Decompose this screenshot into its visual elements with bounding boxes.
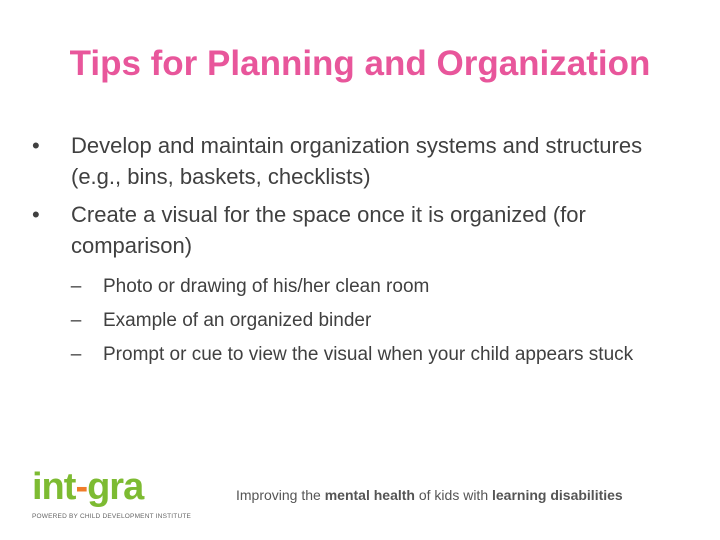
sub-bullet-text: Prompt or cue to view the visual when your child appears stuck bbox=[103, 344, 634, 365]
footer bbox=[32, 465, 692, 525]
sub-bullet-item bbox=[61, 305, 699, 336]
sub-bullet-item bbox=[61, 271, 699, 302]
dash-marker: – bbox=[70, 276, 82, 297]
slide-title: Tips for Planning and Organization bbox=[69, 44, 651, 83]
bullet-text: Develop and maintain organization systems and structures (e.g., bins, baskets, checklists) bbox=[71, 133, 643, 189]
tagline-emphasis: mental health bbox=[324, 487, 415, 503]
logo-wordmark bbox=[32, 465, 143, 509]
bullet-list bbox=[32, 130, 682, 377]
tagline-emphasis: learning disabilities bbox=[492, 487, 623, 503]
dash-marker: – bbox=[70, 310, 82, 331]
logo-text-int: int bbox=[32, 466, 76, 508]
bullet-item bbox=[32, 130, 682, 192]
sub-bullet-text: Example of an organized binder bbox=[103, 310, 372, 331]
logo-text-gra: gra bbox=[87, 466, 144, 508]
tagline-part: Improving the bbox=[236, 487, 325, 503]
bullet-marker: • bbox=[32, 202, 40, 227]
integra-logo bbox=[32, 465, 202, 525]
sub-bullet-list bbox=[61, 271, 672, 370]
logo-tagline: POWERED BY CHILD DEVELOPMENT INSTITUTE bbox=[32, 513, 192, 520]
bullet-text: Create a visual for the space once it is organized (for comparison) bbox=[71, 202, 586, 258]
sub-bullet-text: Photo or drawing of his/her clean room bbox=[103, 276, 430, 297]
sub-bullet-item bbox=[61, 339, 699, 370]
tagline-part: of kids with bbox=[414, 487, 492, 503]
dash-marker: – bbox=[70, 344, 82, 365]
footer-tagline bbox=[236, 487, 623, 503]
bullet-item bbox=[32, 199, 682, 370]
logo-dash: - bbox=[75, 466, 88, 508]
bullet-marker: • bbox=[32, 133, 40, 158]
